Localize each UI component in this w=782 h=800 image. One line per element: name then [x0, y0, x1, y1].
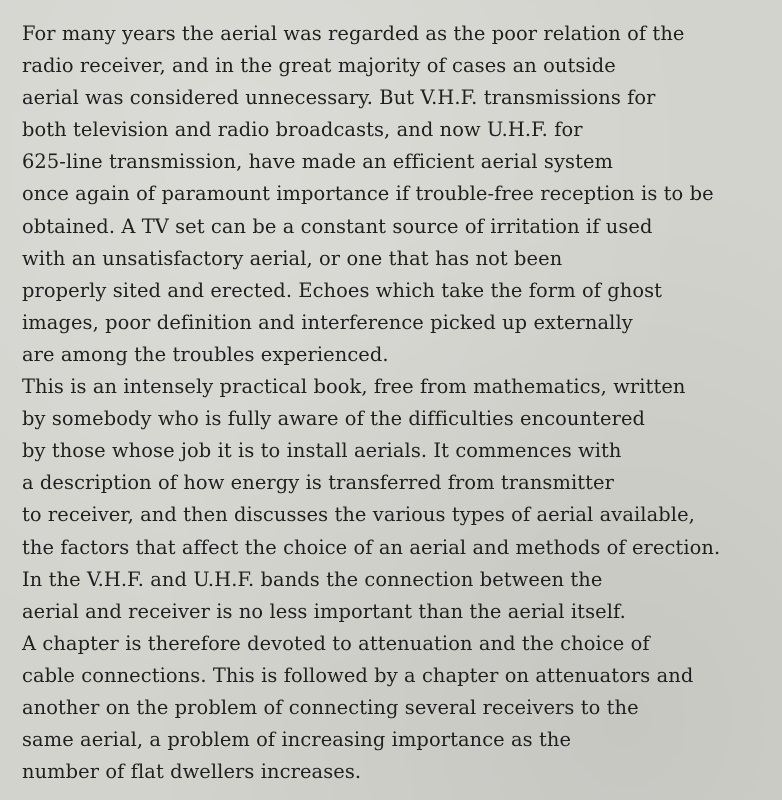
text-line: aerial was considered unnecessary. But V.H.F. transmissions for	[22, 86, 656, 110]
text-line: by those whose job it is to install aerials. It commences with	[22, 439, 622, 463]
text-line: cable connections. This is followed by a chapter on attenuators and	[22, 663, 694, 687]
text-line: another on the problem of connecting several receivers to the	[22, 695, 639, 719]
text-line: properly sited and erected. Echoes which take the form of ghost	[22, 278, 663, 302]
text-line: are among the troubles experienced.	[22, 342, 389, 366]
text-line: images, poor definition and interference picked up externally	[22, 310, 633, 334]
blurb-text	[22, 18, 767, 788]
text-line: by somebody who is fully aware of the difficulties encountered	[22, 407, 646, 431]
text-line: For many years the aerial was regarded as the poor relation of the	[22, 22, 685, 45]
text-line: number of flat dwellers increases.	[22, 760, 362, 784]
text-line: with an unsatisfactory aerial, or one that has not been	[22, 246, 563, 270]
text-line: to receiver, and then discusses the various types of aerial available,	[22, 503, 695, 527]
text-line: obtained. A TV set can be a constant source of irritation if used	[22, 214, 653, 238]
text-line: radio receiver, and in the great majority of cases an outside	[22, 54, 616, 78]
text-line: both television and radio broadcasts, and now U.H.F. for	[22, 118, 583, 142]
text-line: A chapter is therefore devoted to attenuation and the choice of	[22, 631, 650, 655]
text-line: once again of paramount importance if trouble-free reception is to be	[22, 182, 714, 206]
text-line: aerial and receiver is no less important than the aerial itself.	[22, 599, 626, 623]
text-line: the factors that affect the choice of an aerial and methods of erection.	[22, 535, 721, 559]
text-line: same aerial, a problem of increasing importance as the	[22, 728, 572, 752]
text-line: This is an intensely practical book, free from mathematics, written	[22, 375, 686, 399]
text-line: 625-line transmission, have made an efficient aerial system	[22, 150, 614, 174]
text-line: In the V.H.F. and U.H.F. bands the connection between the	[22, 567, 603, 591]
text-line: a description of how energy is transferred from transmitter	[22, 471, 614, 495]
